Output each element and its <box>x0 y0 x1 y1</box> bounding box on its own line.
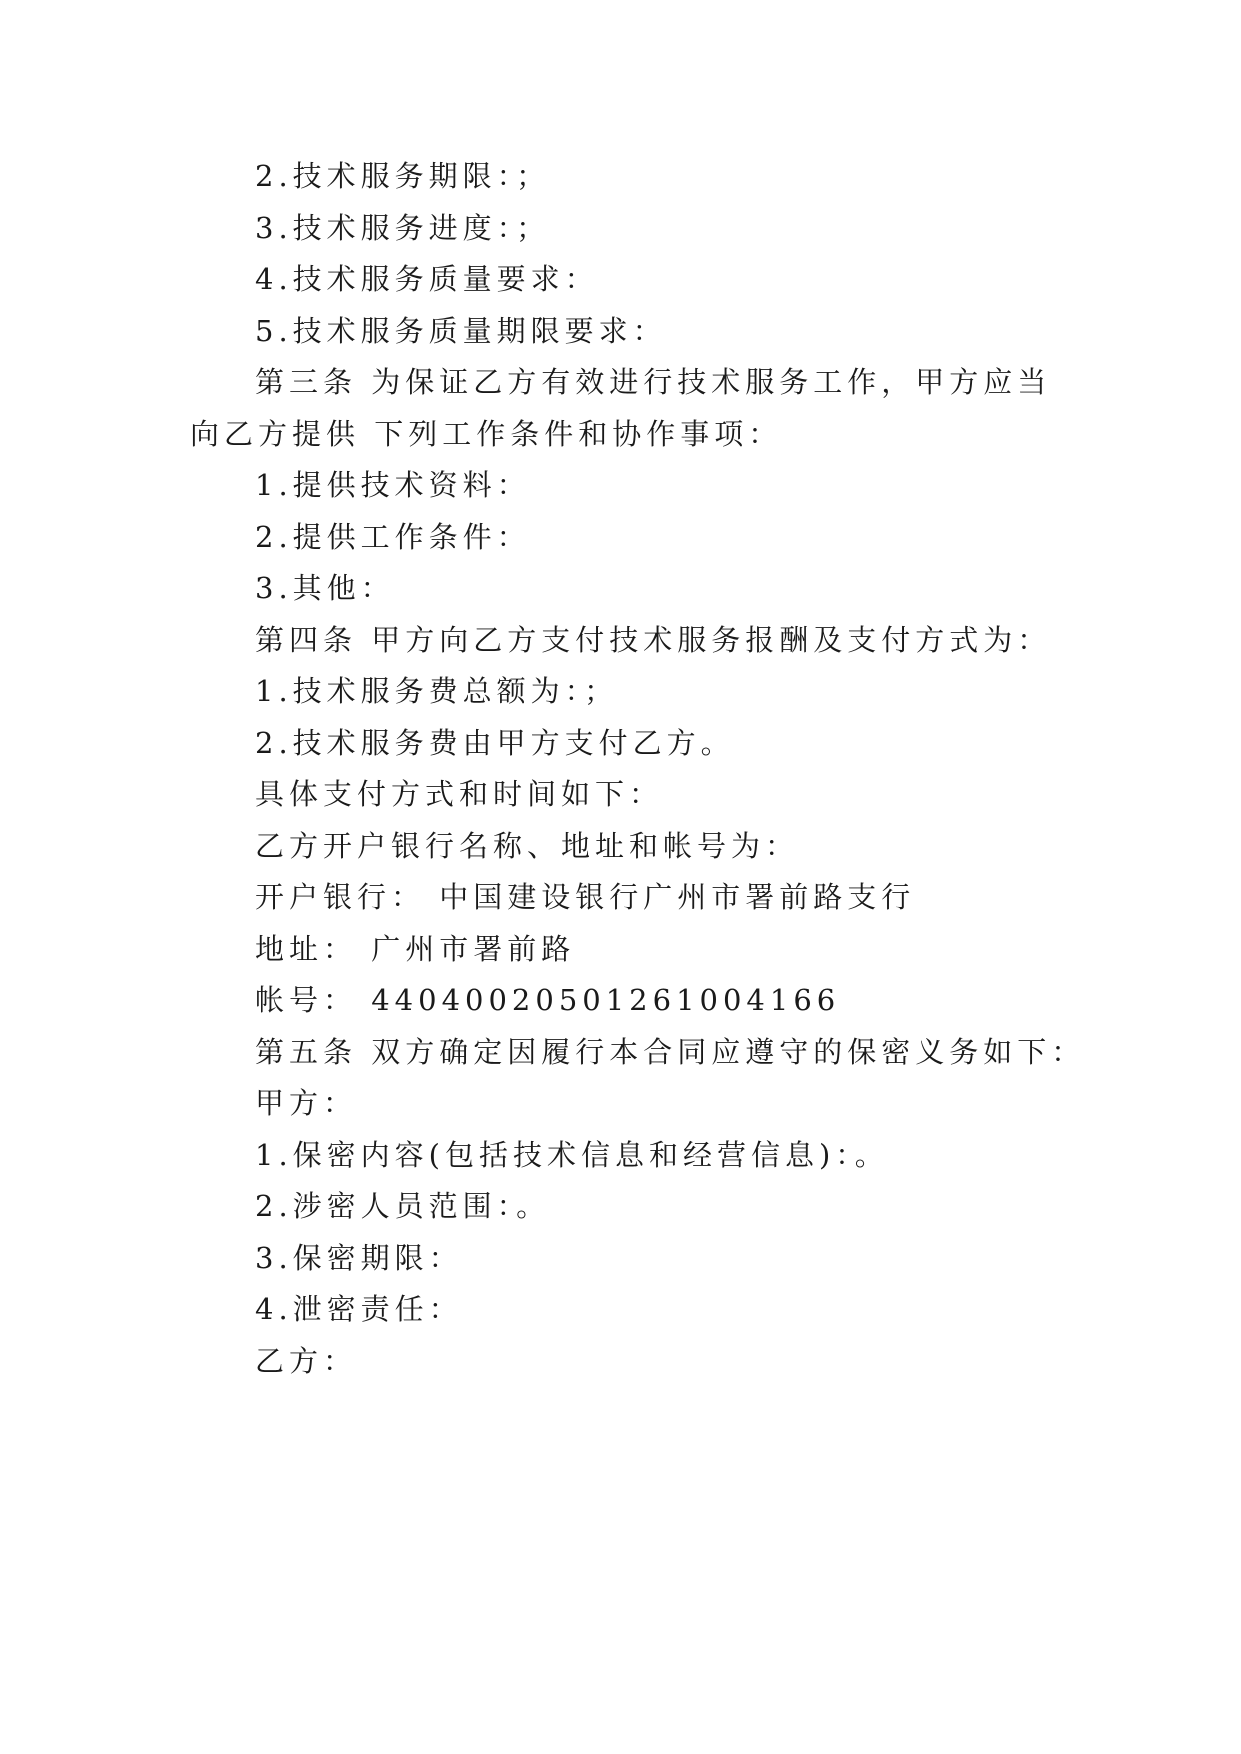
text-line: 1.保密内容(包括技术信息和经营信息)：。 <box>255 1137 889 1172</box>
party-label: 甲方： <box>255 1086 358 1120</box>
text-line: 3.技术服务进度：； <box>255 210 551 245</box>
article-heading: 第三条 为保证乙方有效进行技术服务工作，甲方应当 <box>255 365 1052 399</box>
text-line: 1.提供技术资料： <box>255 468 531 502</box>
text-line: 向乙方提供 下列工作条件和协作事项： <box>190 416 783 451</box>
text-line: 2.技术服务费由甲方支付乙方。 <box>255 725 735 760</box>
party-label: 乙方： <box>255 1343 358 1378</box>
bank-address-line: 地址： 广州市署前路 <box>255 931 576 966</box>
text-line: 5.技术服务质量期限要求： <box>255 313 667 348</box>
text-line: 2.涉密人员范围：。 <box>255 1189 551 1223</box>
text-line: 1.技术服务费总额为：； <box>255 674 619 708</box>
text-line: 具体支付方式和时间如下： <box>255 777 664 811</box>
text-line: 4.技术服务质量要求： <box>255 262 599 296</box>
text-line: 2.技术服务期限：； <box>255 159 551 193</box>
text-line: 3.保密期限： <box>255 1240 463 1275</box>
text-line: 3.其他： <box>255 571 395 605</box>
bank-name-line: 开户银行： 中国建设银行广州市署前路支行 <box>255 880 916 914</box>
text-line: 乙方开户银行名称、地址和帐号为： <box>255 828 800 863</box>
text-line: 4.泄密责任： <box>255 1292 463 1326</box>
bank-account-line: 帐号： 44040020501261004166 <box>255 983 841 1017</box>
text-line: 2.提供工作条件： <box>255 519 531 554</box>
article-heading: 第四条 甲方向乙方支付技术服务报酬及支付方式为： <box>255 622 1052 657</box>
article-heading: 第五条 双方确定因履行本合同应遵守的保密义务如下： <box>255 1034 1086 1069</box>
